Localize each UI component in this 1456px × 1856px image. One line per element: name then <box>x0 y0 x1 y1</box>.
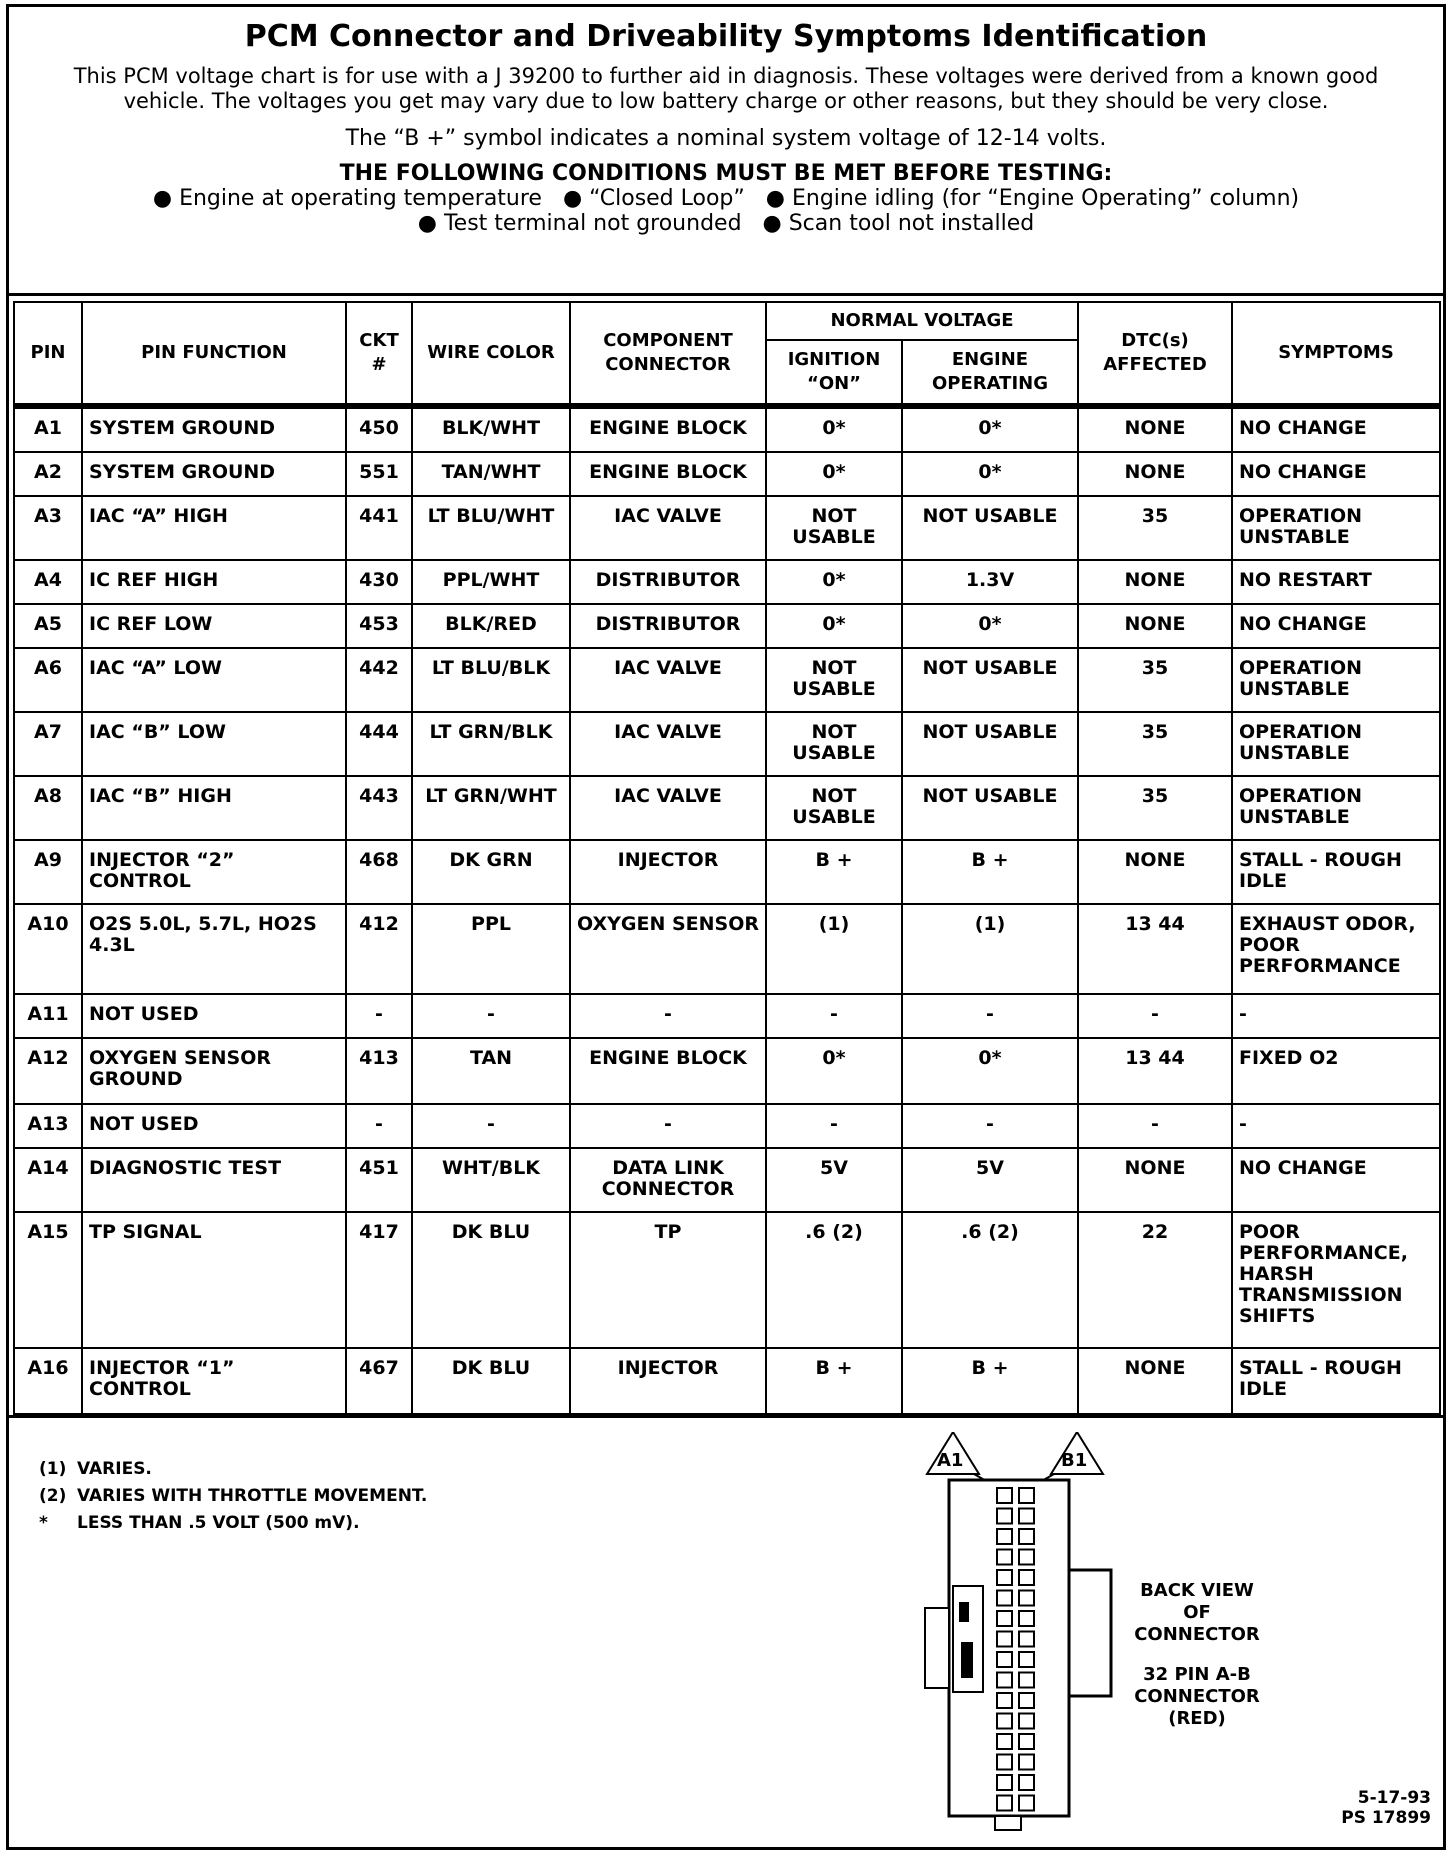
cell-ckt: 412 <box>346 904 412 994</box>
cell-function: O2S 5.0L, 5.7L, HO2S 4.3L <box>82 904 346 994</box>
pin-cavity <box>997 1570 1012 1585</box>
condition-item: Test terminal not grounded <box>443 211 742 236</box>
pin-cavity <box>997 1775 1012 1790</box>
cell-pin: A1 <box>14 406 82 452</box>
pin-cavity <box>1019 1632 1034 1647</box>
cell-engine-operating: 0* <box>902 604 1078 648</box>
cell-engine-operating: 5V <box>902 1148 1078 1212</box>
document-ps-number: PS 17899 <box>1341 1808 1431 1828</box>
cell-engine-operating: NOT USABLE <box>902 776 1078 840</box>
cell-function: OXYGEN SENSOR GROUND <box>82 1038 346 1104</box>
cell-engine-operating: NOT USABLE <box>902 648 1078 712</box>
table-row <box>14 560 1440 604</box>
footnote-text: VARIES. <box>77 1459 152 1479</box>
cell-ignition-on: 0* <box>766 1038 902 1104</box>
cell-function: IAC “B” HIGH <box>82 776 346 840</box>
conditions-line-1: ● Engine at operating temperature ● “Closed Loop” ● Engine idling (for “Engine Operating” column) <box>152 186 1300 211</box>
cell-dtc: 35 <box>1078 496 1232 560</box>
condition-item: Scan tool not installed <box>788 211 1035 236</box>
cell-ignition-on: B + <box>766 840 902 904</box>
col-header-wire: WIRE COLOR <box>412 302 570 406</box>
pin-cavity <box>997 1693 1012 1708</box>
cell-wire-color: TAN/WHT <box>412 452 570 496</box>
cell-symptoms: - <box>1232 994 1440 1038</box>
col-header-function: PIN FUNCTION <box>82 302 346 406</box>
cell-ignition-on: NOT USABLE <box>766 648 902 712</box>
cell-ignition-on: 0* <box>766 560 902 604</box>
cell-engine-operating: (1) <box>902 904 1078 994</box>
cell-symptoms: OPERATION UNSTABLE <box>1232 712 1440 776</box>
cell-component: ENGINE BLOCK <box>570 406 766 452</box>
cell-ckt: 453 <box>346 604 412 648</box>
cell-dtc: 13 44 <box>1078 1038 1232 1104</box>
pin-cavity <box>1019 1550 1034 1565</box>
cell-engine-operating: NOT USABLE <box>902 712 1078 776</box>
pin-cavity <box>1019 1775 1034 1790</box>
cell-wire-color: BLK/RED <box>412 604 570 648</box>
cell-pin: A3 <box>14 496 82 560</box>
cell-symptoms: NO RESTART <box>1232 560 1440 604</box>
cell-pin: A15 <box>14 1212 82 1348</box>
conditions-line-2: ● Test terminal not grounded ● Scan tool not installed <box>417 211 1035 236</box>
cell-dtc: 35 <box>1078 776 1232 840</box>
cell-ignition-on: 0* <box>766 406 902 452</box>
cell-pin: A12 <box>14 1038 82 1104</box>
pin-cavity <box>1019 1714 1034 1729</box>
pin-cavity <box>1019 1529 1034 1544</box>
pin-cavity <box>1019 1796 1034 1811</box>
cell-dtc: NONE <box>1078 1148 1232 1212</box>
document-title: PCM Connector and Driveability Symptoms Identification <box>244 19 1208 54</box>
pin-cavity <box>997 1488 1012 1503</box>
cell-dtc: NONE <box>1078 840 1232 904</box>
cell-pin: A10 <box>14 904 82 994</box>
cell-ignition-on: - <box>766 1104 902 1148</box>
conditions-heading: THE FOLLOWING CONDITIONS MUST BE MET BEFORE TESTING: <box>339 161 1113 186</box>
pin-cavity <box>997 1591 1012 1606</box>
cell-pin: A11 <box>14 994 82 1038</box>
cell-ckt: 467 <box>346 1348 412 1414</box>
pin-cavity <box>997 1652 1012 1667</box>
cell-component: IAC VALVE <box>570 776 766 840</box>
cell-pin: A6 <box>14 648 82 712</box>
cell-component: INJECTOR <box>570 840 766 904</box>
table-row <box>14 452 1440 496</box>
cell-wire-color: WHT/BLK <box>412 1148 570 1212</box>
cell-symptoms: POOR PERFORMANCE, HARSH TRANSMISSION SHIFTS <box>1232 1212 1440 1348</box>
connector-side-tab <box>1069 1570 1111 1696</box>
cell-ignition-on: NOT USABLE <box>766 776 902 840</box>
bplus-note: The “B +” symbol indicates a nominal system voltage of 12-14 volts. <box>345 126 1107 151</box>
cell-pin: A13 <box>14 1104 82 1148</box>
footnote-text: LESS THAN .5 VOLT (500 mV). <box>77 1513 360 1533</box>
col-header-normal-voltage: NORMAL VOLTAGE <box>766 302 1078 340</box>
footnote <box>39 1510 427 1537</box>
cell-wire-color: LT GRN/BLK <box>412 712 570 776</box>
cell-engine-operating: 1.3V <box>902 560 1078 604</box>
pin-cavity <box>1019 1755 1034 1770</box>
table-row <box>14 1038 1440 1104</box>
table-row <box>14 904 1440 994</box>
table-row <box>14 712 1440 776</box>
cell-dtc: NONE <box>1078 452 1232 496</box>
footnote-key: (1) <box>39 1459 67 1479</box>
cell-dtc: NONE <box>1078 604 1232 648</box>
cell-ignition-on: B + <box>766 1348 902 1414</box>
pin-cavity <box>1019 1734 1034 1749</box>
cell-symptoms: NO CHANGE <box>1232 1148 1440 1212</box>
table-row <box>14 648 1440 712</box>
cell-pin: A5 <box>14 604 82 648</box>
pin-cavity <box>997 1632 1012 1647</box>
cell-wire-color: BLK/WHT <box>412 406 570 452</box>
table-row <box>14 840 1440 904</box>
cell-symptoms: OPERATION UNSTABLE <box>1232 648 1440 712</box>
table-row <box>14 406 1440 452</box>
cell-ckt: - <box>346 1104 412 1148</box>
cell-function: DIAGNOSTIC TEST <box>82 1148 346 1212</box>
table-row <box>14 496 1440 560</box>
cell-ckt: 468 <box>346 840 412 904</box>
cell-dtc: - <box>1078 1104 1232 1148</box>
intro-text: This PCM voltage chart is for use with a J 39200 to further aid in diagnosis. These voltages were derived from a known good vehicle. The voltages you get may vary due to low battery charge or other reasons, but they should be very close. <box>73 64 1379 113</box>
col-header-engine-operating: ENGINE OPERATING <box>902 340 1078 406</box>
table-row <box>14 776 1440 840</box>
condition-item: “Closed Loop” <box>589 186 745 211</box>
cell-pin: A4 <box>14 560 82 604</box>
condition-item: Engine at operating temperature <box>179 186 542 211</box>
cell-component: - <box>570 1104 766 1148</box>
document-date-code <box>1341 1788 1431 1828</box>
cell-wire-color: PPL/WHT <box>412 560 570 604</box>
cell-engine-operating: 0* <box>902 406 1078 452</box>
cell-engine-operating: .6 (2) <box>902 1212 1078 1348</box>
cell-wire-color: PPL <box>412 904 570 994</box>
table-row <box>14 994 1440 1038</box>
cell-symptoms: - <box>1232 1104 1440 1148</box>
cell-component: TP <box>570 1212 766 1348</box>
cell-engine-operating: 0* <box>902 1038 1078 1104</box>
cell-engine-operating: - <box>902 994 1078 1038</box>
cell-wire-color: LT BLU/BLK <box>412 648 570 712</box>
pin-cavity <box>1019 1652 1034 1667</box>
cell-ckt: 442 <box>346 648 412 712</box>
cell-ignition-on: NOT USABLE <box>766 712 902 776</box>
connector-diagram <box>919 1432 1119 1836</box>
cell-symptoms: NO CHANGE <box>1232 452 1440 496</box>
pin-cavity <box>1019 1570 1034 1585</box>
col-header-ckt: CKT # <box>346 302 412 406</box>
cell-function: SYSTEM GROUND <box>82 452 346 496</box>
cell-wire-color: DK GRN <box>412 840 570 904</box>
pin-cavity <box>997 1509 1012 1524</box>
cell-symptoms: OPERATION UNSTABLE <box>1232 496 1440 560</box>
pin-cavity <box>1019 1611 1034 1626</box>
cell-ckt: 441 <box>346 496 412 560</box>
cell-component: INJECTOR <box>570 1348 766 1414</box>
pin-cavity <box>997 1755 1012 1770</box>
cell-ckt: 430 <box>346 560 412 604</box>
cell-dtc: 13 44 <box>1078 904 1232 994</box>
pin-cavity <box>997 1796 1012 1811</box>
cell-function: NOT USED <box>82 1104 346 1148</box>
document-footer <box>9 1415 1443 1850</box>
footnote <box>39 1456 427 1483</box>
connector-drawing <box>919 1432 1119 1832</box>
cell-pin: A7 <box>14 712 82 776</box>
col-header-dtc: DTC(s) AFFECTED <box>1078 302 1232 406</box>
cell-function: IC REF HIGH <box>82 560 346 604</box>
col-header-symptoms: SYMPTOMS <box>1232 302 1440 406</box>
col-header-component: COMPONENT CONNECTOR <box>570 302 766 406</box>
pin-b1-label: B1 <box>1061 1450 1088 1471</box>
cell-function: INJECTOR “2” CONTROL <box>82 840 346 904</box>
table-row <box>14 1148 1440 1212</box>
cell-function: IC REF LOW <box>82 604 346 648</box>
cell-symptoms: FIXED O2 <box>1232 1038 1440 1104</box>
cell-function: NOT USED <box>82 994 346 1038</box>
cell-ignition-on: (1) <box>766 904 902 994</box>
pin-cavity <box>1019 1488 1034 1503</box>
cell-symptoms: STALL - ROUGH IDLE <box>1232 1348 1440 1414</box>
table-body <box>14 406 1440 1414</box>
cell-symptoms: EXHAUST ODOR, POOR PERFORMANCE <box>1232 904 1440 994</box>
cell-ckt: - <box>346 994 412 1038</box>
pin-cavity <box>1019 1693 1034 1708</box>
cell-component: DISTRIBUTOR <box>570 604 766 648</box>
cell-pin: A9 <box>14 840 82 904</box>
cell-dtc: 35 <box>1078 712 1232 776</box>
cell-component: IAC VALVE <box>570 496 766 560</box>
cell-symptoms: OPERATION UNSTABLE <box>1232 776 1440 840</box>
table-row <box>14 604 1440 648</box>
cell-ckt: 444 <box>346 712 412 776</box>
pin-cavity <box>997 1714 1012 1729</box>
back-view-label: BACK VIEW OF CONNECTOR <box>1134 1580 1260 1645</box>
pin-cavity <box>997 1734 1012 1749</box>
footnote-key: * <box>39 1513 48 1533</box>
pin-cavity <box>997 1673 1012 1688</box>
cell-engine-operating: NOT USABLE <box>902 496 1078 560</box>
cell-component: DISTRIBUTOR <box>570 560 766 604</box>
cell-component: ENGINE BLOCK <box>570 1038 766 1104</box>
condition-item: Engine idling (for “Engine Operating” column) <box>791 186 1300 211</box>
pin-cavity <box>997 1611 1012 1626</box>
table-row <box>14 1348 1440 1414</box>
cell-ckt: 450 <box>346 406 412 452</box>
pin-cavity <box>997 1550 1012 1565</box>
pin-cavity <box>1019 1673 1034 1688</box>
footnote-text: VARIES WITH THROTTLE MOVEMENT. <box>77 1486 428 1506</box>
pin-cavity <box>1019 1591 1034 1606</box>
cell-dtc: NONE <box>1078 406 1232 452</box>
cell-component: ENGINE BLOCK <box>570 452 766 496</box>
cell-component: IAC VALVE <box>570 648 766 712</box>
cell-component: OXYGEN SENSOR <box>570 904 766 994</box>
cell-function: SYSTEM GROUND <box>82 406 346 452</box>
cell-ignition-on: 0* <box>766 604 902 648</box>
cell-ignition-on: .6 (2) <box>766 1212 902 1348</box>
cell-ignition-on: - <box>766 994 902 1038</box>
cell-dtc: NONE <box>1078 560 1232 604</box>
pin-a1-label: A1 <box>937 1450 964 1471</box>
cell-function: IAC “B” LOW <box>82 712 346 776</box>
cell-wire-color: - <box>412 994 570 1038</box>
cell-symptoms: STALL - ROUGH IDLE <box>1232 840 1440 904</box>
cell-pin: A16 <box>14 1348 82 1414</box>
cell-ckt: 417 <box>346 1212 412 1348</box>
cell-engine-operating: B + <box>902 840 1078 904</box>
cell-ckt: 451 <box>346 1148 412 1212</box>
footnote-key: (2) <box>39 1486 67 1506</box>
cell-engine-operating: B + <box>902 1348 1078 1414</box>
cell-component: IAC VALVE <box>570 712 766 776</box>
cell-ignition-on: NOT USABLE <box>766 496 902 560</box>
connector-latch <box>925 1608 949 1688</box>
cell-wire-color: DK BLU <box>412 1348 570 1414</box>
cell-component: DATA LINK CONNECTOR <box>570 1148 766 1212</box>
cell-engine-operating: 0* <box>902 452 1078 496</box>
document-header <box>9 7 1443 296</box>
cell-pin: A2 <box>14 452 82 496</box>
cell-ckt: 413 <box>346 1038 412 1104</box>
cell-dtc: - <box>1078 994 1232 1038</box>
cell-wire-color: DK BLU <box>412 1212 570 1348</box>
document-date: 5-17-93 <box>1357 1788 1431 1808</box>
footnote <box>39 1483 427 1510</box>
cell-wire-color: - <box>412 1104 570 1148</box>
cell-wire-color: TAN <box>412 1038 570 1104</box>
cell-pin: A8 <box>14 776 82 840</box>
cell-component: - <box>570 994 766 1038</box>
cell-engine-operating: - <box>902 1104 1078 1148</box>
cell-ignition-on: 0* <box>766 452 902 496</box>
pin-cavity <box>997 1529 1012 1544</box>
cell-wire-color: LT GRN/WHT <box>412 776 570 840</box>
pin-cavity <box>1019 1509 1034 1524</box>
table-row <box>14 1212 1440 1348</box>
footnotes <box>39 1456 427 1537</box>
cell-ckt: 551 <box>346 452 412 496</box>
pin-voltage-table <box>13 301 1441 1415</box>
cell-ignition-on: 5V <box>766 1148 902 1212</box>
cell-symptoms: NO CHANGE <box>1232 604 1440 648</box>
cell-ckt: 443 <box>346 776 412 840</box>
cell-function: INJECTOR “1” CONTROL <box>82 1348 346 1414</box>
cell-wire-color: LT BLU/WHT <box>412 496 570 560</box>
col-header-pin: PIN <box>14 302 82 406</box>
cell-symptoms: NO CHANGE <box>1232 406 1440 452</box>
cell-dtc: NONE <box>1078 1348 1232 1414</box>
cell-function: TP SIGNAL <box>82 1212 346 1348</box>
cell-dtc: 35 <box>1078 648 1232 712</box>
cell-pin: A14 <box>14 1148 82 1212</box>
cell-function: IAC “A” LOW <box>82 648 346 712</box>
document-sheet <box>6 4 1446 1850</box>
connector-description: 32 PIN A-B CONNECTOR (RED) <box>1134 1664 1260 1729</box>
cell-function: IAC “A” HIGH <box>82 496 346 560</box>
table-row <box>14 1104 1440 1148</box>
col-header-ignition-on: IGNITION “ON” <box>766 340 902 406</box>
cell-dtc: 22 <box>1078 1212 1232 1348</box>
